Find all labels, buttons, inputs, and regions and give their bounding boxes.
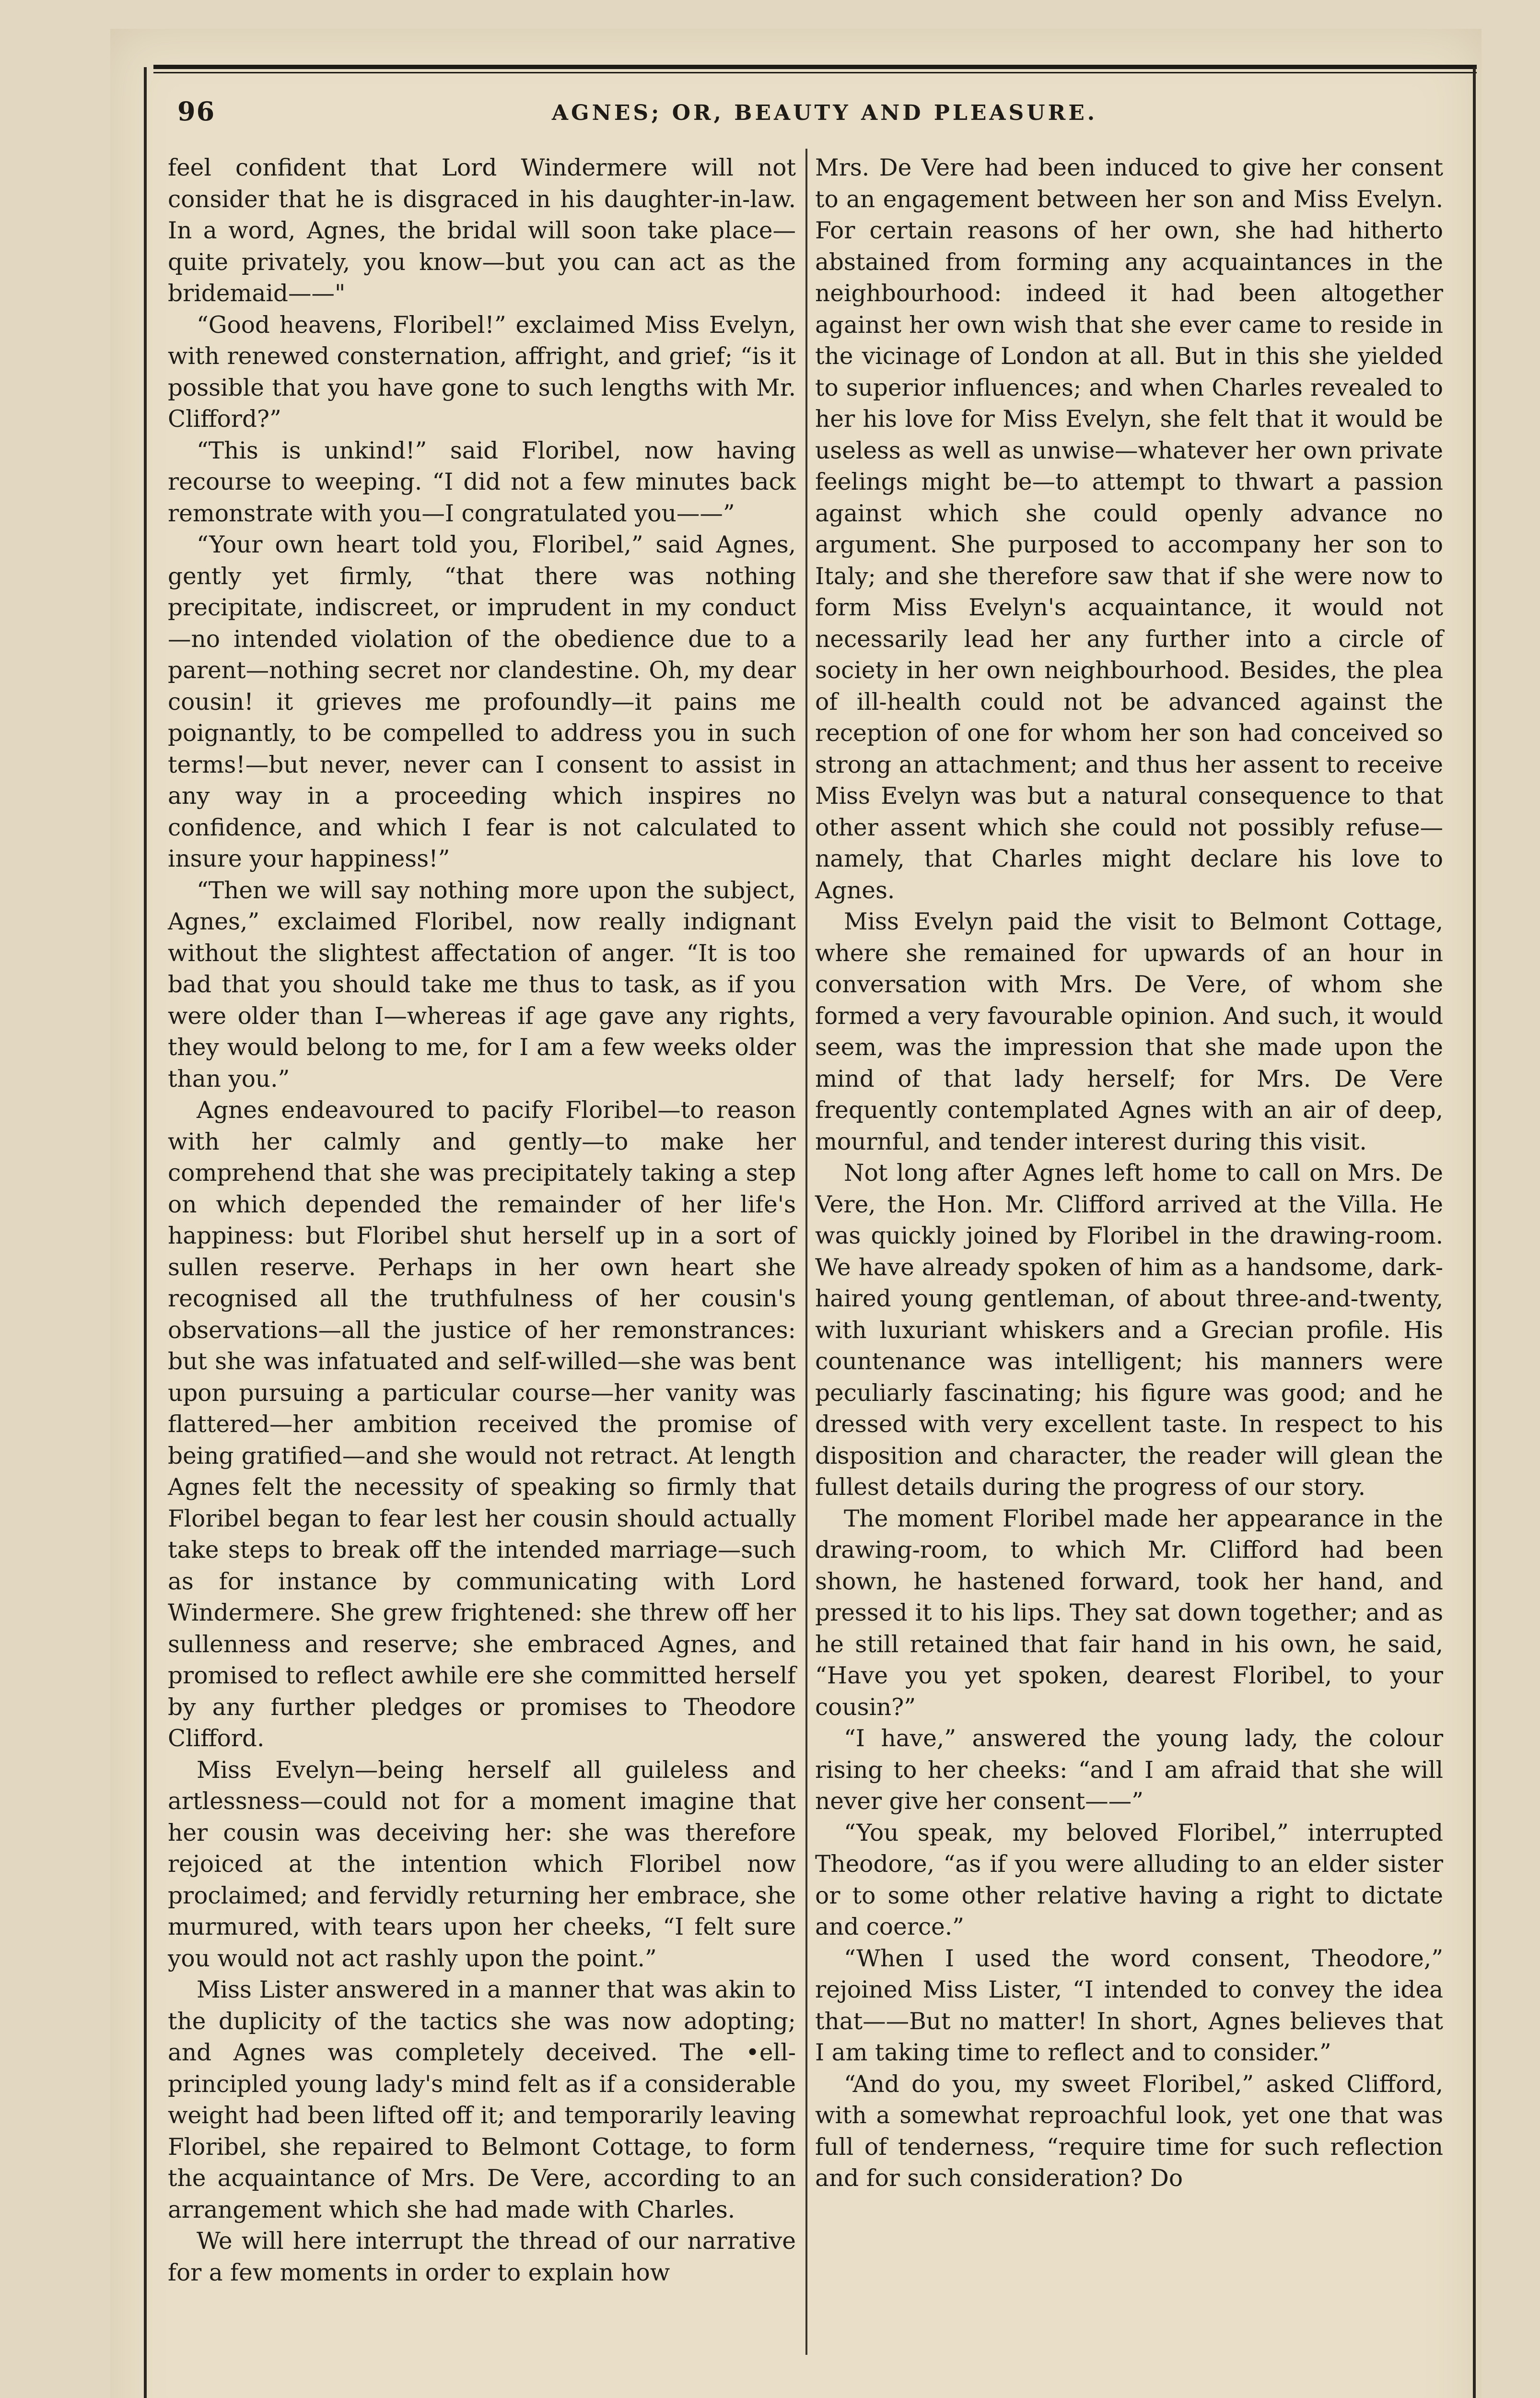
paragraph: Miss Lister answered in a manner that was akin to the duplicity of the tactics she was now adopting; and Agnes was completely deceived. The •ell-principled young lady's mind felt as if a considerable weight had been lifted off it; and temporarily leaving Floribel, she repaired to Belmont Cottage, to form the acquaintance of Mrs. De Vere, according to an arrangement which she had made with Charles. (168, 1976, 796, 2223)
column-divider (805, 149, 807, 2355)
top-rule (153, 65, 1477, 69)
paragraph: “I have,” answered the young lady, the colour rising to her cheeks: “and I am afraid that she will never give her consent——” (815, 1725, 1443, 1815)
running-title: AGNES; OR, BEAUTY AND PLEASURE. (551, 101, 1098, 125)
top-rule-thin (153, 72, 1477, 73)
right-border-rule (1473, 67, 1476, 2398)
paragraph: “Your own heart told you, Floribel,” said Agnes, gently yet firmly, “that there was nothing precipitate, indiscreet, or imprudent in my conduct—no intended violation of the obedience due to a parent—nothing secret nor clandestine. Oh, my dear cousin! it grieves me profoundly—it pains me poignantly, to be compelled to address you in such terms!—but never, never can I consent to assist in any way in a proceeding which inspires no confidence, and which I fear is not calculated to insure your happiness!” (168, 531, 796, 872)
left-column (168, 153, 796, 2289)
paragraph: Agnes endeavoured to pacify Floribel—to reason with her calmly and gently—to make her comprehend that she was precipitately taking a step on which depended the remainder of her life's happiness: but Floribel shut herself up in a sort of sullen reserve. Perhaps in her own heart she recognised all the truthfulness of her cousin's observations—all the justice of her remonstrances: but she was infatuated and self-willed—she was bent upon pursuing a particular course—her vanity was flattered—her ambition received the promise of being gratified—and she would not retract. At length Agnes felt the necessity of speaking so firmly that Floribel began to fear lest her cousin should actually take steps to break off the intended marriage—such as for instance by communicating with Lord Windermere. She grew frightened: she threw off her sullenness and reserve; she embraced Agnes, and promised to reflect awhile ere she committed herself by any further pledges or promises to Theodore Clifford. (168, 1097, 796, 1752)
paragraph: “Then we will say nothing more upon the subject, Agnes,” exclaimed Floribel, now really indignant without the slightest affectation of anger. “It is too bad that you should take me thus to task, as if you were older than I—whereas if age gave any rights, they would belong to me, for I am a few weeks older than you.” (168, 877, 796, 1093)
paragraph: Miss Evelyn paid the visit to Belmont Cottage, where she remained for upwards of an hour in conversation with Mrs. De Vere, of whom she formed a very favourable opinion. And such, it would seem, was the impression that she made upon the mind of that lady herself; for Mrs. De Vere frequently contemplated Agnes with an air of deep, mournful, and tender interest during this visit. (815, 908, 1443, 1155)
paragraph: “You speak, my beloved Floribel,” interrupted Theodore, “as if you were alluding to an elder sister or to some other relative having a right to dictate and coerce.” (815, 1819, 1443, 1940)
paragraph: Miss Evelyn—being herself all guileless and artlessness—could not for a moment imagine that her cousin was deceiving her: she was therefore rejoiced at the intention which Floribel now proclaimed; and fervidly returning her embrace, she murmured, with tears upon her cheeks, “I felt sure you would not act rashly upon the point.” (168, 1756, 796, 1972)
paragraph: We will here interrupt the thread of our narrative for a few moments in order to explain how (168, 2228, 796, 2286)
right-column (815, 153, 1443, 2195)
paragraph: Not long after Agnes left home to call on Mrs. De Vere, the Hon. Mr. Clifford arrived at the Villa. He was quickly joined by Floribel in the drawing-room. We have already spoken of him as a handsome, dark-haired young gentleman, of about three-and-twenty, with luxuriant whiskers and a Grecian profile. His countenance was intelligent; his manners were peculiarly fascinating; his figure was good; and he dressed with very excellent taste. In respect to his disposition and character, the reader will glean the fullest details during the progress of our story. (815, 1160, 1443, 1501)
paragraph: Mrs. De Vere had been induced to give her consent to an engagement between her son and Miss Evelyn. For certain reasons of her own, she had hitherto abstained from forming any acquaintances in the neighbourhood: indeed it had been altogether against her own wish that she ever came to reside in the vicinage of London at all. But in this she yielded to superior influences; and when Charles revealed to her his love for Miss Evelyn, she felt that it would be useless as well as unwise—whatever her own private feelings might be—to attempt to thwart a passion against which she could openly advance no argument. She purposed to accompany her son to Italy; and she therefore saw that if she were now to form Miss Evelyn's acquaintance, it would not necessarily lead her any further into a circle of society in her own neighbourhood. Besides, the plea of ill-health could not be advanced against the reception of one for whom her son had conceived so strong an attachment; and thus her assent to receive Miss Evelyn was but a natural consequence to that other assent which she could not possibly refuse—namely, that Charles might declare his love to Agnes. (815, 154, 1443, 904)
paragraph: The moment Floribel made her appearance in the drawing-room, to which Mr. Clifford had been shown, he hastened forward, took her hand, and pressed it to his lips. They sat down together; and as he still retained that fair hand in his own, he said, “Have you yet spoken, dearest Floribel, to your cousin?” (815, 1505, 1443, 1721)
left-border-rule (144, 67, 147, 2398)
paragraph: “And do you, my sweet Floribel,” asked Clifford, with a somewhat reproachful look, yet one that was full of tenderness, “require time for such reflection and for such consideration? Do (815, 2070, 1443, 2192)
paragraph: feel confident that Lord Windermere will not consider that he is disgraced in his daughter-in-law. In a word, Agnes, the bridal will soon take place—quite privately, you know—but you can act as the bridemaid——" (168, 154, 796, 307)
paragraph: “When I used the word consent, Theodore,” rejoined Miss Lister, “I intended to convey the idea that——But no matter! In short, Agnes believes that I am taking time to reflect and to consider.” (815, 1945, 1443, 2066)
page-number: 96 (177, 96, 216, 127)
paragraph: “Good heavens, Floribel!” exclaimed Miss Evelyn, with renewed consternation, affright, and grief; “is it possible that you have gone to such lengths with Mr. Clifford?” (168, 311, 796, 433)
paragraph: “This is unkind!” said Floribel, now having recourse to weeping. “I did not a few minutes back remonstrate with you—I congratulated you——” (168, 437, 796, 527)
